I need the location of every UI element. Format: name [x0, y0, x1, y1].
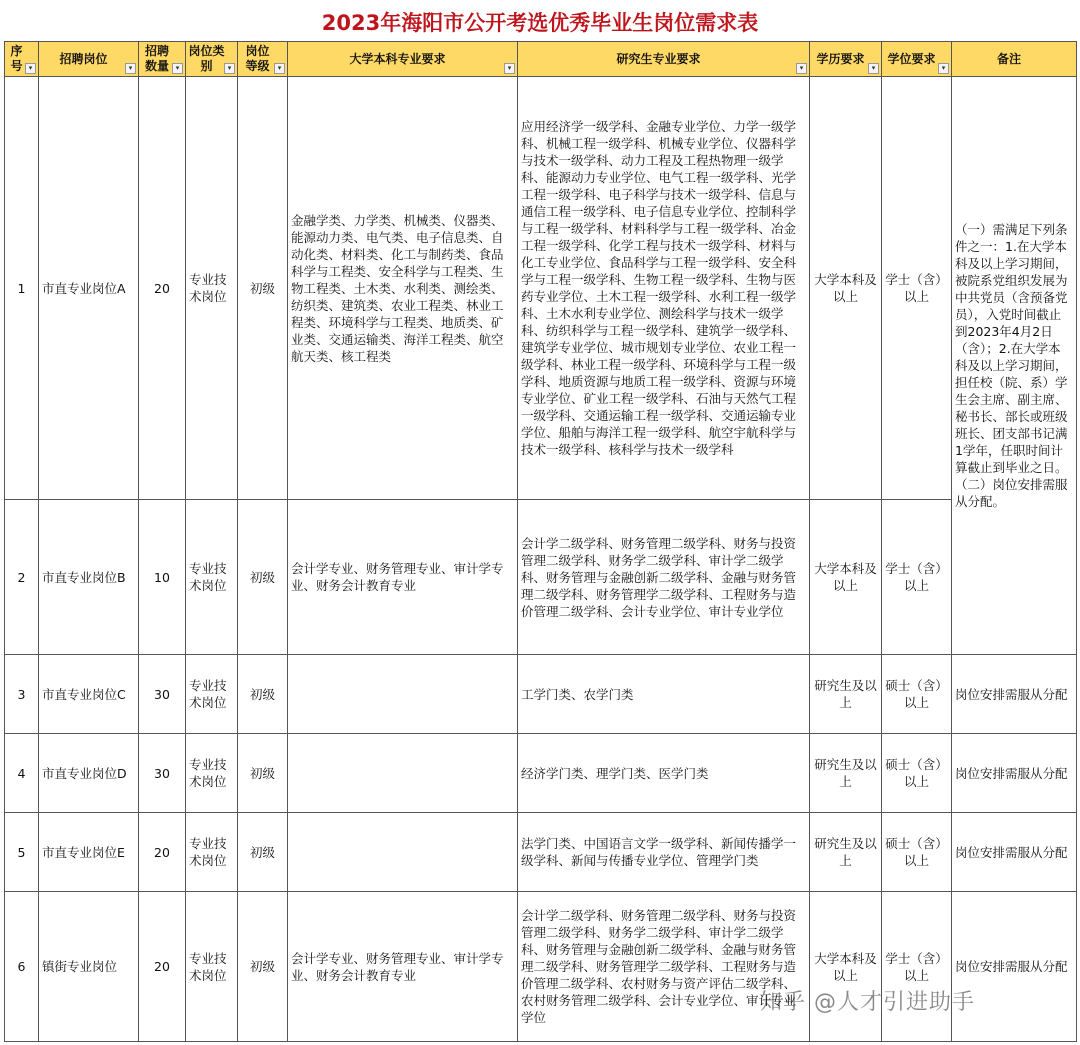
table-row [5, 892, 1077, 1042]
cell-degree: 学士（含）以上 [882, 892, 952, 1042]
header-level: 岗位等级 ▾ [238, 42, 288, 77]
table-row [5, 655, 1077, 734]
table-row [5, 734, 1077, 813]
cell-category: 专业技术岗位 [186, 655, 238, 734]
cell-education: 研究生及以上 [810, 734, 882, 813]
cell-undergrad: 会计学专业、财务管理专业、审计学专业、财务会计教育专业 [288, 892, 518, 1042]
cell-count: 10 [139, 500, 186, 655]
cell-position: 市直专业岗位A [39, 77, 139, 500]
cell-category: 专业技术岗位 [186, 77, 238, 500]
cell-count: 20 [139, 77, 186, 500]
cell-grad: 会计学二级学科、财务管理二级学科、财务与投资管理二级学科、财务学二级学科、审计学二级学科、财务管理与金融创新二级学科、金融与财务管理二级学科、财务管理学二级学科、工程财务与造价管理二级学科、会计专业学位、审计专业学位 [518, 500, 810, 655]
watermark: 知乎 @人才引进助手 [760, 990, 975, 1015]
page-title: 2023年海阳市公开考选优秀毕业生岗位需求表 [321, 11, 759, 35]
cell-seq: 4 [5, 734, 39, 813]
cell-level: 初级 [238, 813, 288, 892]
cell-degree: 硕士（含）以上 [882, 813, 952, 892]
cell-position: 市直专业岗位C [39, 655, 139, 734]
cell-level: 初级 [238, 655, 288, 734]
cell-position: 镇街专业岗位 [39, 892, 139, 1042]
header-position: 招聘岗位 ▾ [39, 42, 139, 77]
cell-position: 市直专业岗位E [39, 813, 139, 892]
cell-grad: 会计学二级学科、财务管理二级学科、财务与投资管理二级学科、财务学二级学科、审计学二级学科、财务管理与金融创新二级学科、金融与财务管理二级学科、财务管理学二级学科、工程财务与造价管理二级学科、农村财务与资产评估二级学科、农村财务管理二级学科、会计专业学位、审计专业学位 [518, 892, 810, 1042]
cell-remark: 岗位安排需服从分配 [952, 655, 1077, 734]
cell-education: 研究生及以上 [810, 813, 882, 892]
cell-remark: 岗位安排需服从分配 [952, 892, 1077, 1042]
cell-grad: 经济学门类、理学门类、医学门类 [518, 734, 810, 813]
table-row [5, 500, 1077, 655]
filter-dropdown-icon[interactable]: ▾ [868, 63, 879, 74]
cell-category: 专业技术岗位 [186, 500, 238, 655]
cell-remark: 岗位安排需服从分配 [952, 813, 1077, 892]
cell-degree: 硕士（含）以上 [882, 655, 952, 734]
filter-dropdown-icon[interactable]: ▾ [504, 63, 515, 74]
cell-education: 大学本科及以上 [810, 500, 882, 655]
cell-grad: 工学门类、农学门类 [518, 655, 810, 734]
table-row [5, 77, 1077, 500]
filter-dropdown-icon[interactable]: ▾ [125, 63, 136, 74]
cell-remark-merged: （一）需满足下列条件之一：1.在大学本科及以上学习期间，被院系党组织发展为中共党员（含预备党员），入党时间截止到2023年4月2日（含）；2.在大学本科及以上学习期间，担任校（院、系）学生会主席、副主席、秘书长、部长或班级班长、团支部书记满1学年，任职时间计算截止到毕业之日。（二）岗位安排需服从分配。 [952, 77, 1077, 655]
cell-grad: 法学门类、中国语言文学一级学科、新闻传播学一级学科、新闻与传播专业学位、管理学门类 [518, 813, 810, 892]
header-degree: 学位要求 ▾ [882, 42, 952, 77]
cell-seq: 1 [5, 77, 39, 500]
cell-position: 市直专业岗位D [39, 734, 139, 813]
header-grad: 研究生专业要求 ▾ [518, 42, 810, 77]
cell-level: 初级 [238, 892, 288, 1042]
table-row [5, 813, 1077, 892]
cell-education: 大学本科及以上 [810, 77, 882, 500]
cell-count: 20 [139, 892, 186, 1042]
cell-category: 专业技术岗位 [186, 813, 238, 892]
cell-undergrad: 会计学专业、财务管理专业、审计学专业、财务会计教育专业 [288, 500, 518, 655]
cell-seq: 3 [5, 655, 39, 734]
cell-undergrad [288, 655, 518, 734]
cell-degree: 学士（含）以上 [882, 77, 952, 500]
cell-category: 专业技术岗位 [186, 734, 238, 813]
cell-count: 30 [139, 655, 186, 734]
requirements-table [4, 41, 1077, 1042]
cell-remark: 岗位安排需服从分配 [952, 734, 1077, 813]
header-remark: 备注 [952, 42, 1077, 77]
cell-degree: 学士（含）以上 [882, 500, 952, 655]
filter-dropdown-icon[interactable]: ▾ [25, 63, 36, 74]
cell-count: 20 [139, 813, 186, 892]
cell-position: 市直专业岗位B [39, 500, 139, 655]
header-undergrad: 大学本科专业要求 ▾ [288, 42, 518, 77]
cell-education: 大学本科及以上 [810, 892, 882, 1042]
cell-education: 研究生及以上 [810, 655, 882, 734]
cell-undergrad: 金融学类、力学类、机械类、仪器类、能源动力类、电气类、电子信息类、自动化类、材料类、化工与制药类、食品科学与工程类、安全科学与工程类、生物工程类、土木类、水利类、测绘类、纺织类、建筑类、农业工程类、林业工程类、环境科学与工程类、地质类、矿业类、交通运输类、海洋工程类、航空航天类、核工程类 [288, 77, 518, 500]
filter-dropdown-icon[interactable]: ▾ [938, 63, 949, 74]
header-education: 学历要求 ▾ [810, 42, 882, 77]
cell-level: 初级 [238, 500, 288, 655]
cell-grad: 应用经济学一级学科、金融专业学位、力学一级学科、机械工程一级学科、机械专业学位、仪器科学与技术一级学科、动力工程及工程热物理一级学科、能源动力专业学位、电气工程一级学科、光学工程一级学科、电子科学与技术一级学科、信息与通信工程一级学科、电子信息专业学位、控制科学与工程一级学科、材料科学与工程一级学科、冶金工程一级学科、化学工程与技术一级学科、材料与化工专业学位、食品科学与工程一级学科、安全科学与工程一级学科、生物工程一级学科、生物与医药专业学位、土木工程一级学科、水利工程一级学科、土木水利专业学位、测绘科学与技术一级学科、纺织科学与工程一级学科、建筑学一级学科、建筑学专业学位、城市规划专业学位、农业工程一级学科、林业工程一级学科、环境科学与工程一级学科、地质资源与地质工程一级学科、资源与环境专业学位、矿业工程一级学科、石油与天然气工程一级学科、交通运输工程一级学科、交通运输专业学位、船舶与海洋工程一级学科、航空宇航科学与技术一级学科、核科学与技术一级学科 [518, 77, 810, 500]
cell-degree: 硕士（含）以上 [882, 734, 952, 813]
cell-seq: 5 [5, 813, 39, 892]
header-count: 招聘数量 ▾ [139, 42, 186, 77]
header-seq: 序号 ▾ [5, 42, 39, 77]
cell-undergrad [288, 734, 518, 813]
cell-undergrad [288, 813, 518, 892]
filter-dropdown-icon[interactable]: ▾ [274, 63, 285, 74]
filter-dropdown-icon[interactable]: ▾ [796, 63, 807, 74]
cell-level: 初级 [238, 77, 288, 500]
filter-dropdown-icon[interactable]: ▾ [224, 63, 235, 74]
filter-dropdown-icon[interactable]: ▾ [172, 63, 183, 74]
cell-count: 30 [139, 734, 186, 813]
cell-seq: 2 [5, 500, 39, 655]
cell-seq: 6 [5, 892, 39, 1042]
cell-level: 初级 [238, 734, 288, 813]
cell-category: 专业技术岗位 [186, 892, 238, 1042]
header-row [5, 42, 1077, 77]
header-category: 岗位类别 ▾ [186, 42, 238, 77]
